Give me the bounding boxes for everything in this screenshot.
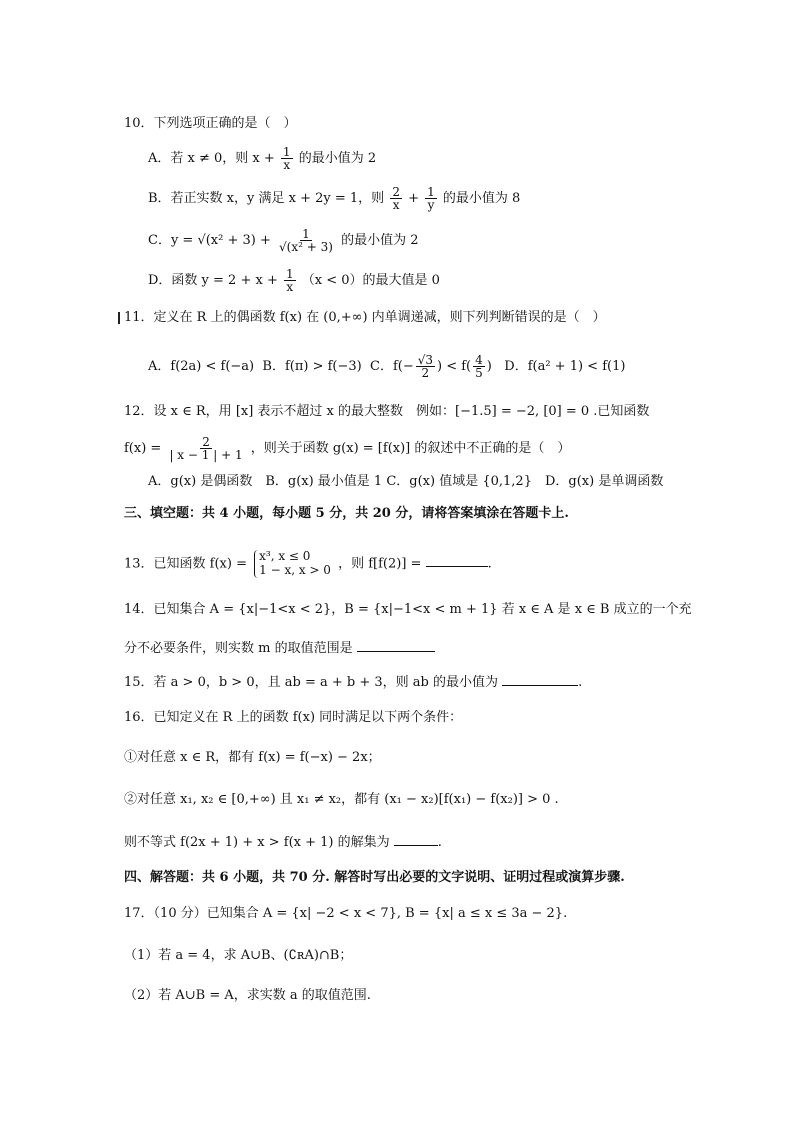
question-14-line-2 <box>124 638 435 659</box>
question-10-stem: 10．下列选项正确的是（ ） <box>124 116 297 131</box>
fraction <box>284 268 296 293</box>
option-c-text: C．y = √(x² + 3) + <box>148 233 271 248</box>
numerator: 4 <box>475 353 483 367</box>
plus-sign: + <box>408 191 419 206</box>
denominator: y <box>427 198 435 212</box>
denominator: x <box>283 158 291 172</box>
question-11-options <box>148 354 625 379</box>
question-16-condition-2: ②对任意 x₁, x₂ ∈ [0,+∞) 且 x₁ ≠ x₂，都有 (x₁ − x₂)[f(x₁) − f(x₂)] > 0 . <box>124 792 559 807</box>
fraction <box>425 186 437 211</box>
section-4-heading: 四、解答题：共 6 小题，共 70 分. 解答时写出必要的文字说明、证明过程或演算步骤. <box>124 870 625 885</box>
q14-text: 分不必要条件，则实数 m 的取值范围是 <box>124 641 353 656</box>
denominator: x <box>392 198 400 212</box>
denominator: 2 <box>421 366 430 380</box>
question-14-line-1: 14．已知集合 A = {x|−1<x < 2}，B = {x|−1<x < m + 1} 若 x ∈ A 是 x ∈ B 成立的一个充 <box>124 602 692 617</box>
option-b-tail: 的最小值为 8 <box>442 191 521 206</box>
question-12-stem: 12．设 x ∈ R，用 [x] 表示不超过 x 的最大整数 例如：[−1.5] = −2, [0] = 0 .已知函数 <box>124 404 650 419</box>
q13-question: ，则 f[f(2)] = <box>338 556 422 572</box>
option-a-text: A．若 x ≠ 0，则 x + <box>148 151 275 166</box>
question-13 <box>124 550 492 578</box>
function-tail: ，则关于函数 g(x) = [f(x)] 的叙述中不正确的是（ ） <box>250 441 571 456</box>
scan-mark <box>118 312 120 324</box>
fraction <box>167 436 244 461</box>
option-b: B．f(π) > f(−3) <box>262 359 362 374</box>
option-a-tail: 的最小值为 2 <box>298 151 377 166</box>
fraction <box>277 228 335 253</box>
denominator: √(x² + 3) <box>279 240 333 254</box>
question-11-stem: 11．定义在 R 上的偶函数 f(x) 在 (0,+∞) 内单调递减，则下列判断错误的是（ ） <box>124 310 606 325</box>
option-c-suffix: ) <box>486 359 492 374</box>
q13-end: . <box>487 556 492 572</box>
option-d-tail: （x < 0）的最大值是 0 <box>301 273 440 288</box>
denominator: 5 <box>475 366 483 380</box>
q13-prefix: 13．已知函数 f(x) = <box>124 556 247 572</box>
question-16-stem: 16．已知定义在 R 上的函数 f(x) 同时满足以下两个条件： <box>124 710 463 725</box>
question-16-condition-1: ①对任意 x ∈ R，都有 f(x) = f(−x) − 2x； <box>124 750 381 765</box>
numerator: 1 <box>427 185 435 199</box>
question-10-option-c <box>148 228 418 253</box>
option-d: D．f(a² + 1) < f(1) <box>504 359 626 374</box>
option-c <box>370 353 496 380</box>
question-10-option-a <box>148 146 376 171</box>
answer-blank <box>394 832 438 846</box>
denominator: x <box>286 280 294 294</box>
option-c-tail: 的最小值为 2 <box>341 233 419 248</box>
case-1: x³, x ≤ 0 <box>259 549 311 563</box>
option-c-middle: ) < f( <box>437 359 472 374</box>
denominator: | x − 1 | + 1 <box>169 448 243 462</box>
numerator: √3 <box>417 353 434 367</box>
numerator: 2 <box>392 185 400 199</box>
fraction <box>281 146 293 171</box>
answer-blank <box>357 638 435 652</box>
q15-text: 15．若 a > 0，b > 0，且 ab = a + b + 3，则 ab 的最小值为 <box>124 675 498 690</box>
option-d-text: D．函数 y = 2 + x + <box>148 273 278 288</box>
question-17-stem: 17．（10 分）已知集合 A = {x| −2 < x < 7}, B = {x| a ≤ x ≤ 3a − 2}. <box>124 906 568 921</box>
numerator: 2 <box>202 435 210 449</box>
option-a: A．f(2a) < f(−a) <box>148 359 255 374</box>
question-12-function <box>124 436 570 461</box>
question-10-option-d <box>148 268 440 293</box>
question-15 <box>124 672 582 693</box>
answer-blank <box>426 553 488 567</box>
question-17-part-2: （2）若 A∪B = A，求实数 a 的取值范围. <box>124 988 371 1003</box>
numerator: 1 <box>282 145 291 159</box>
fraction <box>473 354 485 379</box>
q15-end: . <box>578 675 583 690</box>
question-16-ask <box>124 832 442 853</box>
fraction <box>416 354 435 379</box>
numerator: 1 <box>285 267 294 281</box>
piecewise-brace <box>254 550 331 578</box>
fraction <box>390 186 402 211</box>
option-c-prefix: C．f(− <box>370 359 414 374</box>
case-2: 1 − x, x > 0 <box>259 562 331 577</box>
question-12-options: A．g(x) 是偶函数 B．g(x) 最小值是 1 C．g(x) 值域是 {0,1,2} D．g(x) 是单调函数 <box>148 474 664 489</box>
numerator: 1 <box>302 227 310 241</box>
function-label: f(x) = <box>124 441 162 456</box>
section-3-heading: 三、填空题：共 4 小题，每小题 5 分，共 20 分，请将答案填涂在答题卡上. <box>124 506 569 521</box>
question-17-part-1: （1）若 a = 4，求 A∪B、(∁ʀA)∩B； <box>124 948 353 963</box>
option-b-text: B．若正实数 x，y 满足 x + 2y = 1，则 <box>148 191 385 206</box>
q16-end: . <box>437 835 442 850</box>
q16-text: 则不等式 f(2x + 1) + x > f(x + 1) 的解集为 <box>124 835 390 850</box>
answer-blank <box>502 672 578 686</box>
question-10-option-b <box>148 186 520 211</box>
